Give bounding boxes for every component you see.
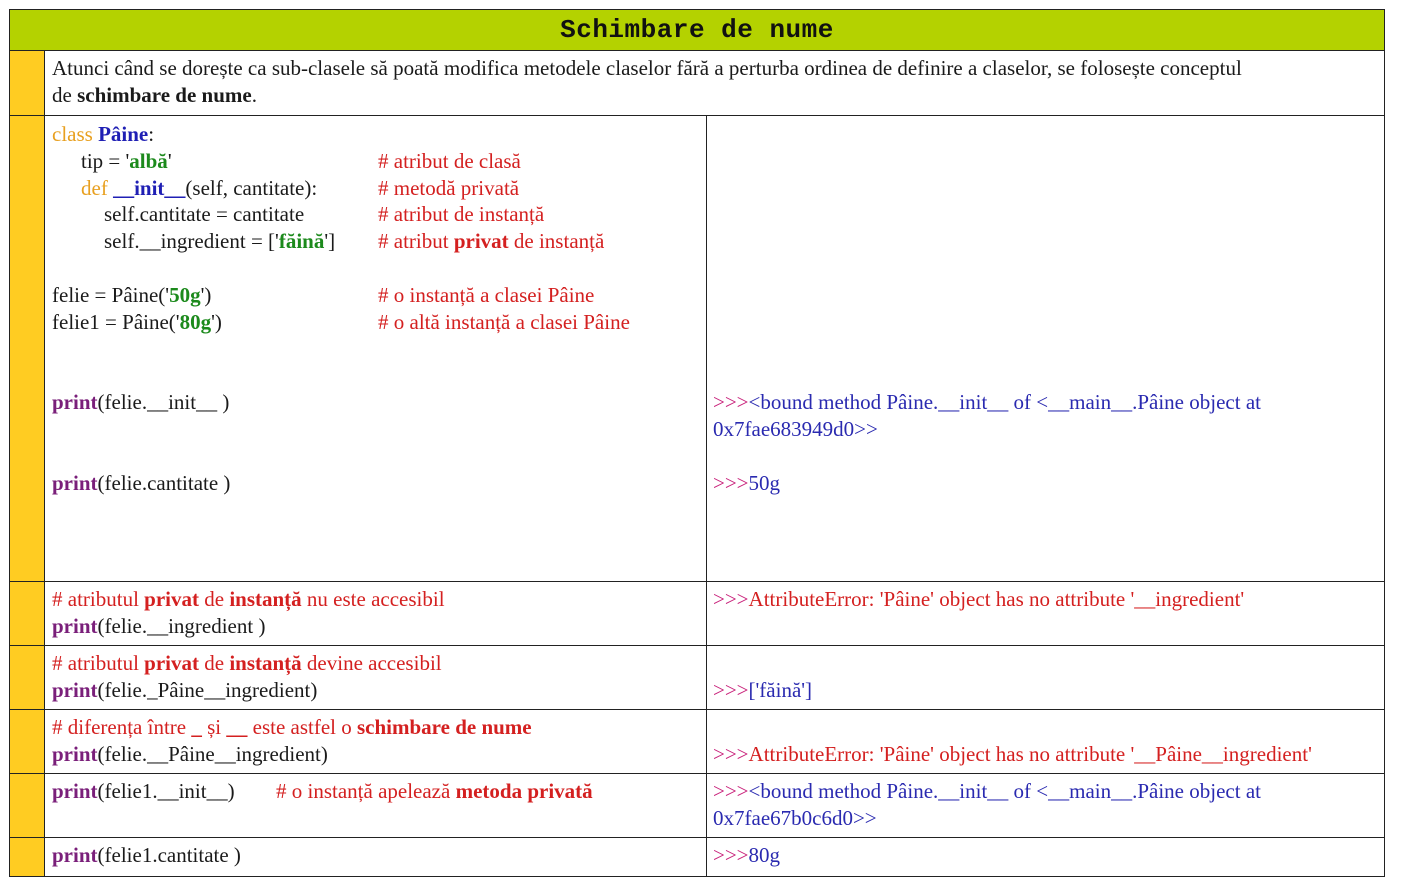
comment-difference: # diferența între _ și __ este astfel o schimbare de nume: [52, 715, 532, 739]
row-stripe: [9, 838, 45, 876]
code-cell: [45, 774, 707, 837]
output-cell: [707, 116, 1385, 581]
output-cell: [707, 710, 1385, 773]
title-text: Schimbare de nume: [560, 15, 834, 45]
slide-title: [9, 9, 1385, 51]
code-line-felie1: felie1 = Pâine('80g'): [52, 310, 222, 334]
code-cell: [45, 838, 707, 876]
row-stripe: [9, 774, 45, 837]
row-stripe: [9, 51, 45, 115]
code-line-tip: tip = 'albă': [81, 149, 172, 173]
print-felie1-cantitate: print(felie1.cantitate ): [52, 843, 241, 867]
output-cell: [707, 646, 1385, 709]
output-init-line-2: 0x7fae683949d0>>: [713, 417, 878, 441]
comment-private-method: # o instanță apelează metoda privată: [276, 779, 593, 803]
print-felie1-init: print(felie1.__init__): [52, 779, 235, 803]
output-cantitate: >>>50g: [713, 471, 781, 495]
code-line-cantitate: self.cantitate = cantitate: [104, 202, 305, 226]
output-faina: >>>['făină']: [713, 678, 813, 702]
code-row-ingredient: [9, 582, 1385, 645]
code-row-mangled: [9, 646, 1385, 709]
slide-frame: [9, 9, 1385, 877]
divider: [9, 876, 1385, 877]
comment-not-accessible: # atributul privat de instanță nu este accesibil: [52, 587, 445, 611]
output-80g: >>>80g: [713, 843, 781, 867]
output-init-line-1: >>><bound method Pâine.__init__ of <__main__.Pâine object at: [713, 390, 1261, 414]
code-row-private-method: [9, 774, 1385, 837]
code-comment-tip: # atribut de clasă: [378, 149, 521, 173]
description-line-2: de schimbare de nume.: [52, 83, 257, 107]
comment-accessible: # atributul privat de instanță devine accesibil: [52, 651, 442, 675]
code-line-def: def __init__(self, cantitate):: [81, 176, 318, 200]
description-row: [9, 51, 1385, 115]
code-comment-felie: # o instanță a clasei Pâine: [378, 283, 595, 307]
code-line-class: class Pâine:: [52, 122, 155, 146]
code-cell: [45, 116, 707, 581]
code-comment-ingredient: # atribut privat de instanță: [378, 229, 605, 253]
print-ingredient: print(felie.__ingredient ): [52, 614, 266, 638]
row-stripe: [9, 582, 45, 645]
output-attribute-error-2: >>>AttributeError: 'Pâine' object has no attribute '__Pâine__ingredient': [713, 742, 1312, 766]
row-stripe: [9, 710, 45, 773]
code-row-felie1-cantitate: [9, 838, 1385, 876]
output-attribute-error-1: >>>AttributeError: 'Pâine' object has no attribute '__ingredient': [713, 587, 1245, 611]
code-comment-cantitate: # atribut de instanță: [378, 202, 545, 226]
description-cell: [45, 51, 1385, 115]
code-comment-def: # metodă privată: [378, 176, 520, 200]
row-stripe: [9, 116, 45, 581]
print-cantitate: print(felie.cantitate ): [52, 471, 231, 495]
print-init: print(felie.__init__ ): [52, 390, 230, 414]
output-cell: [707, 774, 1385, 837]
output-felie1-init-line-1: >>><bound method Pâine.__init__ of <__main__.Pâine object at: [713, 779, 1261, 803]
code-cell: [45, 710, 707, 773]
code-row-difference: [9, 710, 1385, 773]
print-mangled: print(felie._Pâine__ingredient): [52, 678, 318, 702]
code-cell: [45, 582, 707, 645]
description-line-1: Atunci când se dorește ca sub-clasele să poată modifica metodele claselor fără a perturba ordinea de definire a claselor, se folosește conceptul: [52, 56, 1242, 80]
code-line-felie: felie = Pâine('50g'): [52, 283, 212, 307]
code-line-ingredient: self.__ingredient = ['făină']: [104, 229, 336, 253]
code-cell: [45, 646, 707, 709]
row-stripe: [9, 646, 45, 709]
output-felie1-init-line-2: 0x7fae67b0c6d0>>: [713, 806, 877, 830]
code-comment-felie1: # o altă instanță a clasei Pâine: [378, 310, 630, 334]
right-border: [1384, 51, 1385, 877]
code-row-main: [9, 116, 1385, 581]
output-cell: [707, 838, 1385, 876]
print-double-mangled: print(felie.__Pâine__ingredient): [52, 742, 328, 766]
output-cell: [707, 582, 1385, 645]
